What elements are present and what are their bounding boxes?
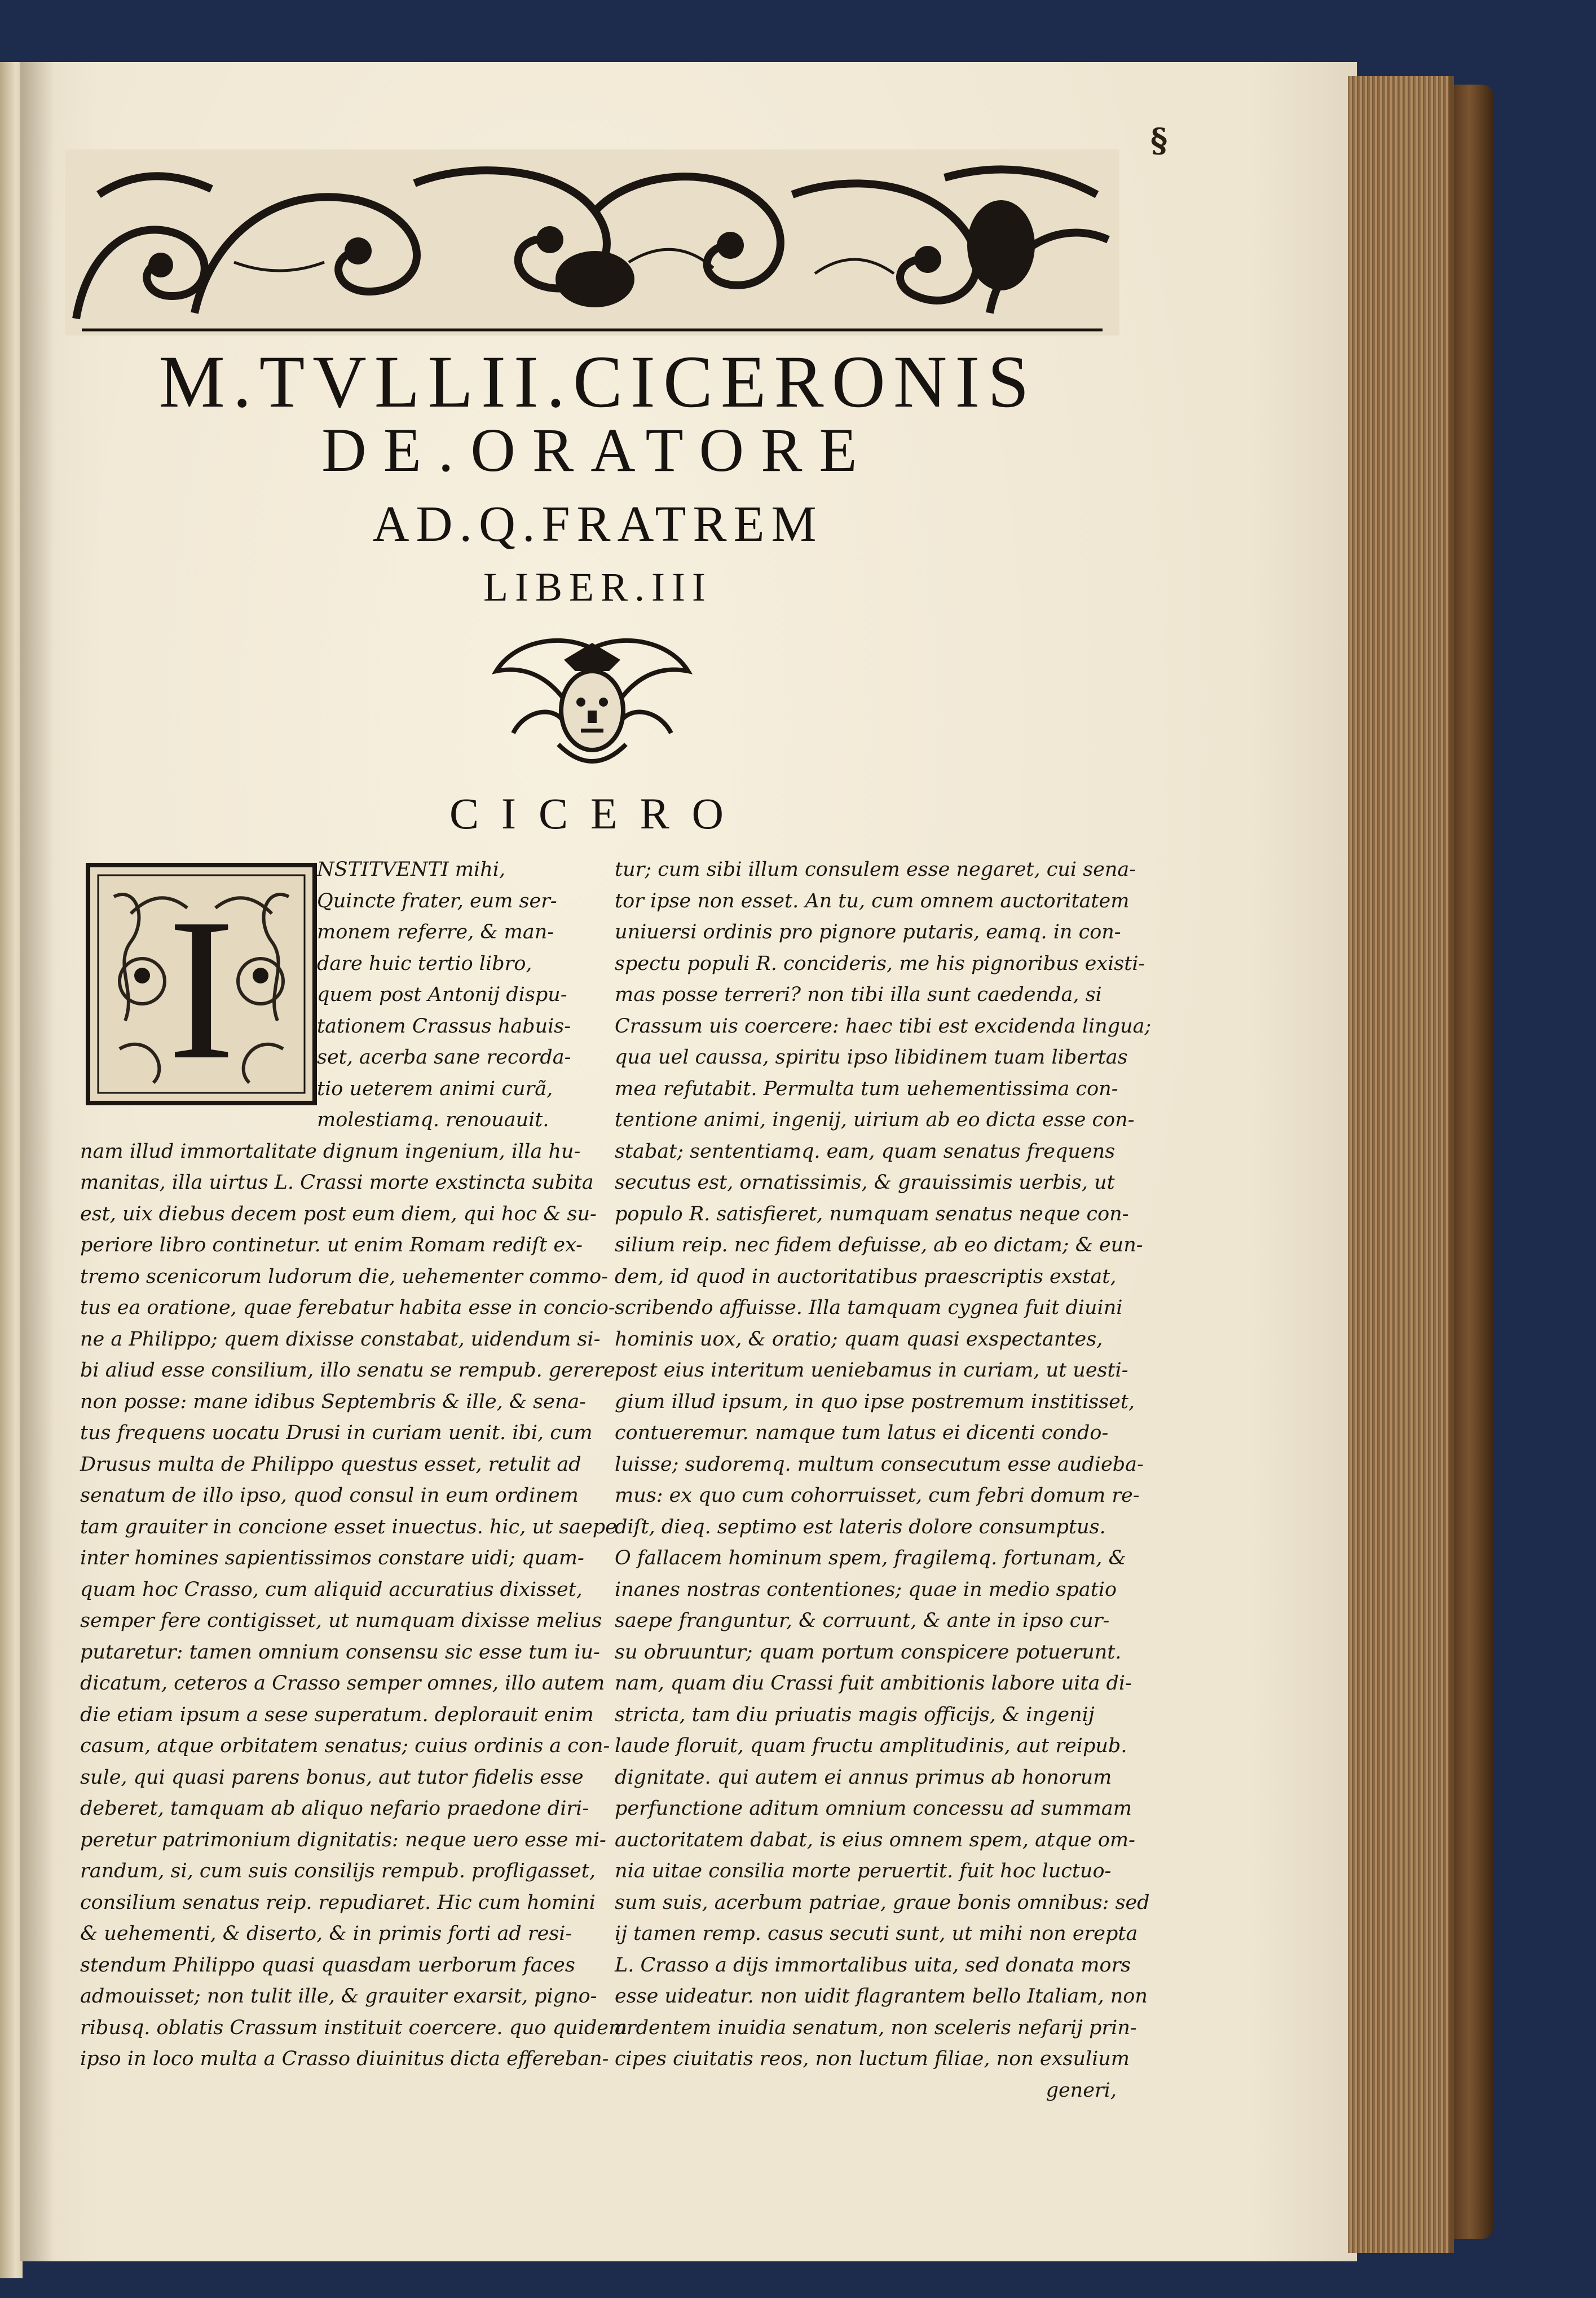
text-line: consilium senatus reip. repudiaret. Hic cum homini — [80, 1891, 596, 1914]
text-line: est, uix diebus decem post eum diem, qui hoc & su- — [80, 1202, 597, 1225]
text-line: secutus est, ornatissimis, & grauissimis uerbis, ut — [615, 1171, 1115, 1194]
text-line: hominis uox, & oratio; quam quasi exspectantes, — [615, 1327, 1103, 1351]
text-line: tremo scenicorum ludorum die, uehementer commo- — [80, 1265, 609, 1288]
text-line: cipes ciuitatis reos, non luctum filiae, non exsulium — [615, 2048, 1130, 2070]
text-line: nam, quam diu Crassi fuit ambitionis labore uita di- — [615, 1672, 1132, 1695]
text-line: NSTITVENTI mihi, — [317, 858, 506, 881]
text-line: saepe franguntur, & corruunt, & ante in ipso cur- — [615, 1609, 1110, 1632]
text-line: nam illud immortalitate dignum ingenium, illa hu- — [80, 1140, 581, 1163]
text-line: senatum de illo ipso, quod consul in eum ordinem — [80, 1484, 579, 1507]
text-line: populo R. satisfieret, numquam senatus neque con- — [615, 1202, 1129, 1225]
text-line: dicatum, ceteros a Crasso semper omnes, illo autem — [80, 1672, 605, 1695]
title-work: DE.ORATORE — [321, 416, 874, 484]
text-line: luisse; sudoremq. multum consecutum esse audieba- — [615, 1453, 1144, 1476]
book-cover-edge — [1454, 85, 1493, 2239]
text-line: uniuersi ordinis pro pignore putaris, eamq. in con- — [615, 921, 1121, 943]
text-line: monem referre, & man- — [317, 921, 554, 943]
text-line: generi, — [1046, 2079, 1117, 2102]
text-line: die etiam ipsum a sese superatum. deplorauit enim — [80, 1703, 594, 1726]
text-line: casum, atque orbitatem senatus; cuius ordinis a con- — [80, 1735, 610, 1757]
gutter-shadow — [20, 62, 54, 2261]
text-line: ribusq. oblatis Crassum instituit coercere. quo quidem — [80, 2016, 628, 2039]
text-line: quem post Antonij dispu- — [317, 983, 567, 1006]
text-line: set, acerba sane recorda- — [317, 1046, 571, 1069]
text-line: tio ueterem animi curã, — [317, 1077, 553, 1100]
text-line: Crassum uis coercere: haec tibi est excidenda lingua; — [615, 1015, 1152, 1038]
text-line: post eius interitum ueniebamus in curiam, ut uesti- — [615, 1359, 1128, 1382]
text-line: mas posse terreri? non tibi illa sunt caedenda, si — [615, 983, 1102, 1006]
section-heading: CICERO — [449, 789, 747, 838]
text-line: esse uideatur. non uidit flagrantem bello Italiam, non — [615, 1985, 1148, 2008]
text-line: randum, si, cum suis consilijs rempub. profligasset, — [80, 1860, 596, 1882]
text-line: sule, qui quasi parens bonus, aut tutor fidelis esse — [80, 1766, 584, 1789]
text-line: qua uel caussa, spiritu ipso libidinem tuam libertas — [615, 1046, 1128, 1069]
text-line: dare huic tertio libro, — [317, 952, 532, 975]
text-line: dignitate. qui autem ei annus primus ab honorum — [615, 1766, 1112, 1789]
title-author: M.TVLLII.CICERONIS — [158, 340, 1037, 423]
text-line: periore libro continetur. ut enim Romam rediſt ex- — [80, 1234, 583, 1256]
text-line: stendum Philippo quasi quasdam uerborum faces — [80, 1953, 575, 1977]
text-line: inanes nostras contentiones; quae in medio spatio — [615, 1578, 1117, 1601]
text-line: inter homines sapientissimos constare uidi; quam- — [80, 1547, 584, 1569]
text-line: mea refutabit. Permulta tum uehementissima con- — [615, 1077, 1118, 1100]
text-line: molestiamq. renouauit. — [317, 1109, 549, 1131]
left-page-edge — [0, 62, 23, 2278]
text-line: non posse: mane idibus Septembris & ille, & sena- — [80, 1390, 587, 1413]
text-line: silium reip. nec fidem defuisse, ab eo dictam; & eun- — [615, 1234, 1143, 1256]
text-line: tor ipse non esset. An tu, cum omnem auctoritatem — [615, 889, 1130, 912]
text-line: putaretur: tamen omnium consensu sic esse tum iu- — [80, 1640, 600, 1664]
text-line: sum suis, acerbum patriae, graue bonis omnibus: sed — [615, 1891, 1150, 1914]
text-line: auctoritatem dabat, is eius omnem spem, atque om- — [615, 1828, 1135, 1851]
text-line: stabat; sententiamq. eam, quam senatus frequens — [615, 1140, 1116, 1163]
text-line: O fallacem hominum spem, fragilemq. fortunam, & — [615, 1547, 1126, 1569]
text-line: & uehementi, & diserto, & in primis forti ad resi- — [80, 1922, 572, 1945]
text-line: tur; cum sibi illum consulem esse negaret, cui sena- — [615, 858, 1136, 881]
page-mark: § — [1150, 121, 1168, 160]
text-line: tationem Crassus habuis- — [317, 1015, 571, 1038]
text-line: mus: ex quo cum cohorruisset, cum febri domum re- — [615, 1484, 1140, 1507]
text-line: dem, id quod in auctoritatibus praescriptis exstat, — [615, 1265, 1117, 1288]
text-line: laude floruit, quam fructu amplitudinis, aut reipub. — [615, 1735, 1127, 1757]
text-line: tus ea oratione, quae ferebatur habita esse in concio- — [80, 1296, 615, 1319]
text-line: deberet, tamquam ab aliquo nefario praedone diri- — [80, 1797, 589, 1820]
text-line: tam grauiter in concione esset inuectus. hic, ut saepe — [80, 1515, 617, 1538]
text-line: bi aliud esse consilium, illo senatu se rempub. gerere — [80, 1359, 615, 1382]
text-line: semper fere contigisset, ut numquam dixisse melius — [80, 1609, 602, 1632]
text-line: tentione animi, ingenij, uirium ab eo dicta esse con- — [615, 1109, 1135, 1131]
headpiece-ornament-icon — [65, 149, 1119, 336]
text-line: diſt, dieq. septimo est lateris dolore consumptus. — [615, 1515, 1106, 1538]
text-line: perfunctione aditum omnium concessu ad summam — [615, 1797, 1132, 1820]
text-line: ne a Philippo; quem dixisse constabat, uidendum si- — [80, 1327, 601, 1351]
text-line: spectu populi R. concideris, me his pignoribus existi- — [615, 952, 1145, 975]
text-line: quam hoc Crasso, cum aliquid accuratius dixisset, — [80, 1578, 583, 1601]
page-edges — [1348, 76, 1454, 2253]
text-line: nia uitae consilia morte peruertit. fuit hoc luctuo- — [615, 1860, 1112, 1882]
text-line: ipso in loco multa a Crasso diuinitus dicta effereban- — [80, 2048, 609, 2070]
text-line: stricta, tam diu priuatis magis officijs, & ingenij — [615, 1703, 1095, 1726]
text-line: ardentem inuidia senatum, non sceleris nefarij prin- — [615, 2016, 1137, 2039]
text-line: scribendo affuisse. Illa tamquam cygnea fuit diuini — [615, 1296, 1123, 1319]
text-line: admouisset; non tulit ille, & grauiter exarsit, pigno- — [80, 1985, 597, 2008]
text-line: contueremur. namque tum latus ei dicenti condo- — [615, 1422, 1109, 1444]
title-book-number: LIBER.III — [483, 564, 712, 610]
mask-ornament-icon — [491, 632, 694, 773]
text-column-right — [615, 854, 1152, 2106]
text-line: ij tamen remp. casus secuti sunt, ut mihi non erepta — [615, 1922, 1138, 1945]
text-line: manitas, illa uirtus L. Crassi morte exstincta subita — [80, 1171, 594, 1194]
text-line: gium illud ipsum, in quo ipse postremum institisset, — [615, 1390, 1135, 1413]
title-dedication: AD.Q.FRATREM — [372, 496, 823, 552]
text-line: L. Crasso a dijs immortalibus uita, sed donata mors — [615, 1953, 1131, 1977]
drop-initial-letter: I — [167, 876, 235, 1101]
text-line: Drusus multa de Philippo questus esset, retulit ad — [80, 1453, 581, 1476]
text-line: Quincte frater, eum ser- — [317, 889, 557, 912]
text-line: tus frequens uocatu Drusi in curiam uenit. ibi, cum — [80, 1422, 593, 1444]
text-column-left — [80, 854, 628, 2075]
text-line: su obruuntur; quam portum conspicere potuerunt. — [615, 1640, 1122, 1664]
text-line: peretur patrimonium dignitatis: neque uero esse mi- — [80, 1828, 606, 1851]
